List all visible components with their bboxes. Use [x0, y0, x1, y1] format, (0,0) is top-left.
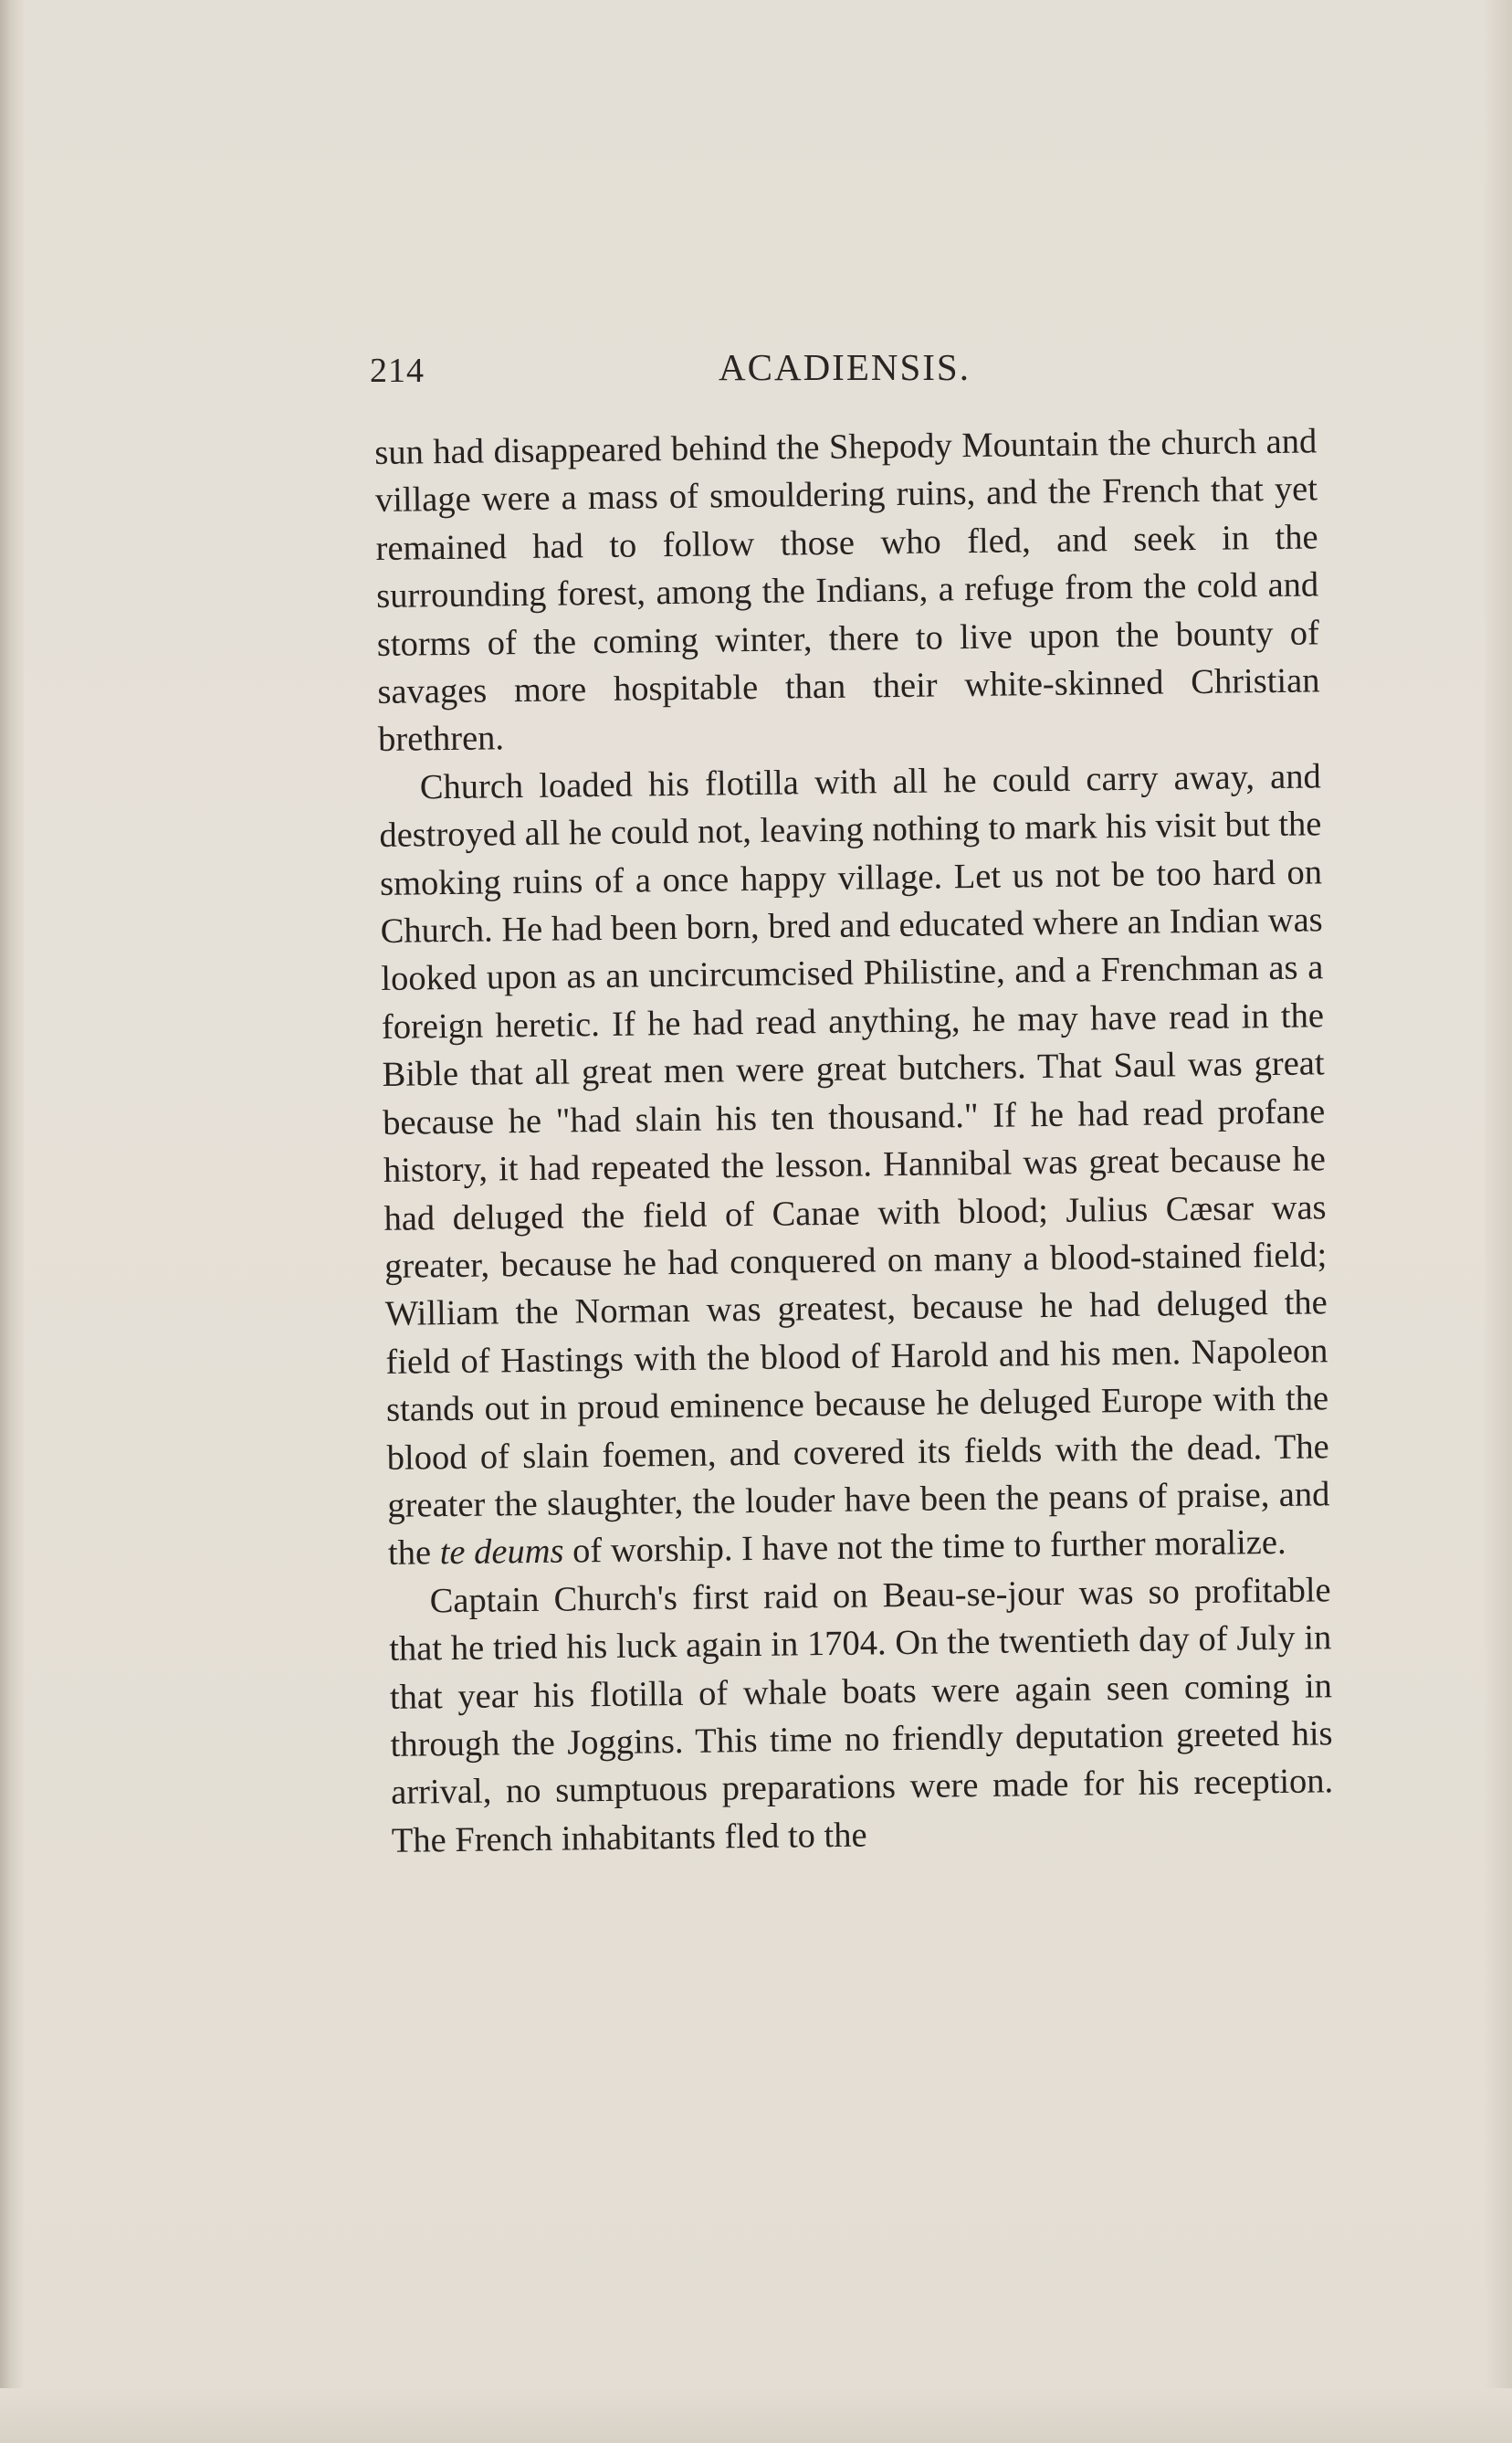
page-edge-bottom	[0, 2388, 1512, 2443]
paragraph-1: sun had disappeared behind the Shepody Mountain the church and village were a mass of smouldering ruins, and the French that yet remained had to follow those who fled, and seek in the surrounding forest, among the Indians, a refuge from the cold and storms of the coming winter, there to live upon the bounty of savages more hospitable than their white-skinned Christian brethren.	[374, 422, 1320, 760]
paragraph-2-text-a: Church loaded his flotilla with all he could carry away, and destroyed all he could not, leaving nothing to mark his visit but the smoking ruins of a once happy village. Let us not be too hard on Church. He had been born, bred and educated where an Indian was looked upon as an uncircumcised Philistine, and a Frenchman as a foreign heretic. If he had read anything, he may have read in the Bible that all great men were great butchers. That Saul was great because he "had slain his ten thousand." If he had read profane history, it had repeated the lesson. Hannibal was great because he had deluged the field of Canae with blood; Julius Cæsar was greater, because he had conquered on many a blood-stained field; William the Norman was greatest, because he had deluged the field of Hastings with the blood of Harold and his men. Napoleon stands out in proud eminence because he deluged Europe with the blood of slain foemen, and covered its fields with the dead. The greater the slaughter, the louder have been the peans of praise, and the	[379, 757, 1330, 1574]
paragraph-2	[378, 753, 1330, 1577]
paragraph-3: Captain Church's first raid on Beau-se-jour was so profitable that he tried his luck again in 1704. On the twentieth day of July in that year his flotilla of whale boats were again seen coming in through the Joggins. This time no friendly deputation greeted his arrival, no sumptuous preparations were made for his reception. The French inhabitants fled to the	[389, 1571, 1334, 1860]
paragraph-2-text-b: of worship. I have not the time to further moralize.	[563, 1523, 1286, 1571]
page-header	[370, 345, 1319, 400]
page-number: 214	[370, 352, 425, 390]
running-title: ACADIENSIS.	[719, 346, 971, 388]
paragraph-2-italic: te deums	[439, 1532, 564, 1573]
page-edge-right	[1485, 0, 1512, 2443]
body-text	[374, 417, 1334, 1865]
page-edge-left	[0, 0, 24, 2443]
